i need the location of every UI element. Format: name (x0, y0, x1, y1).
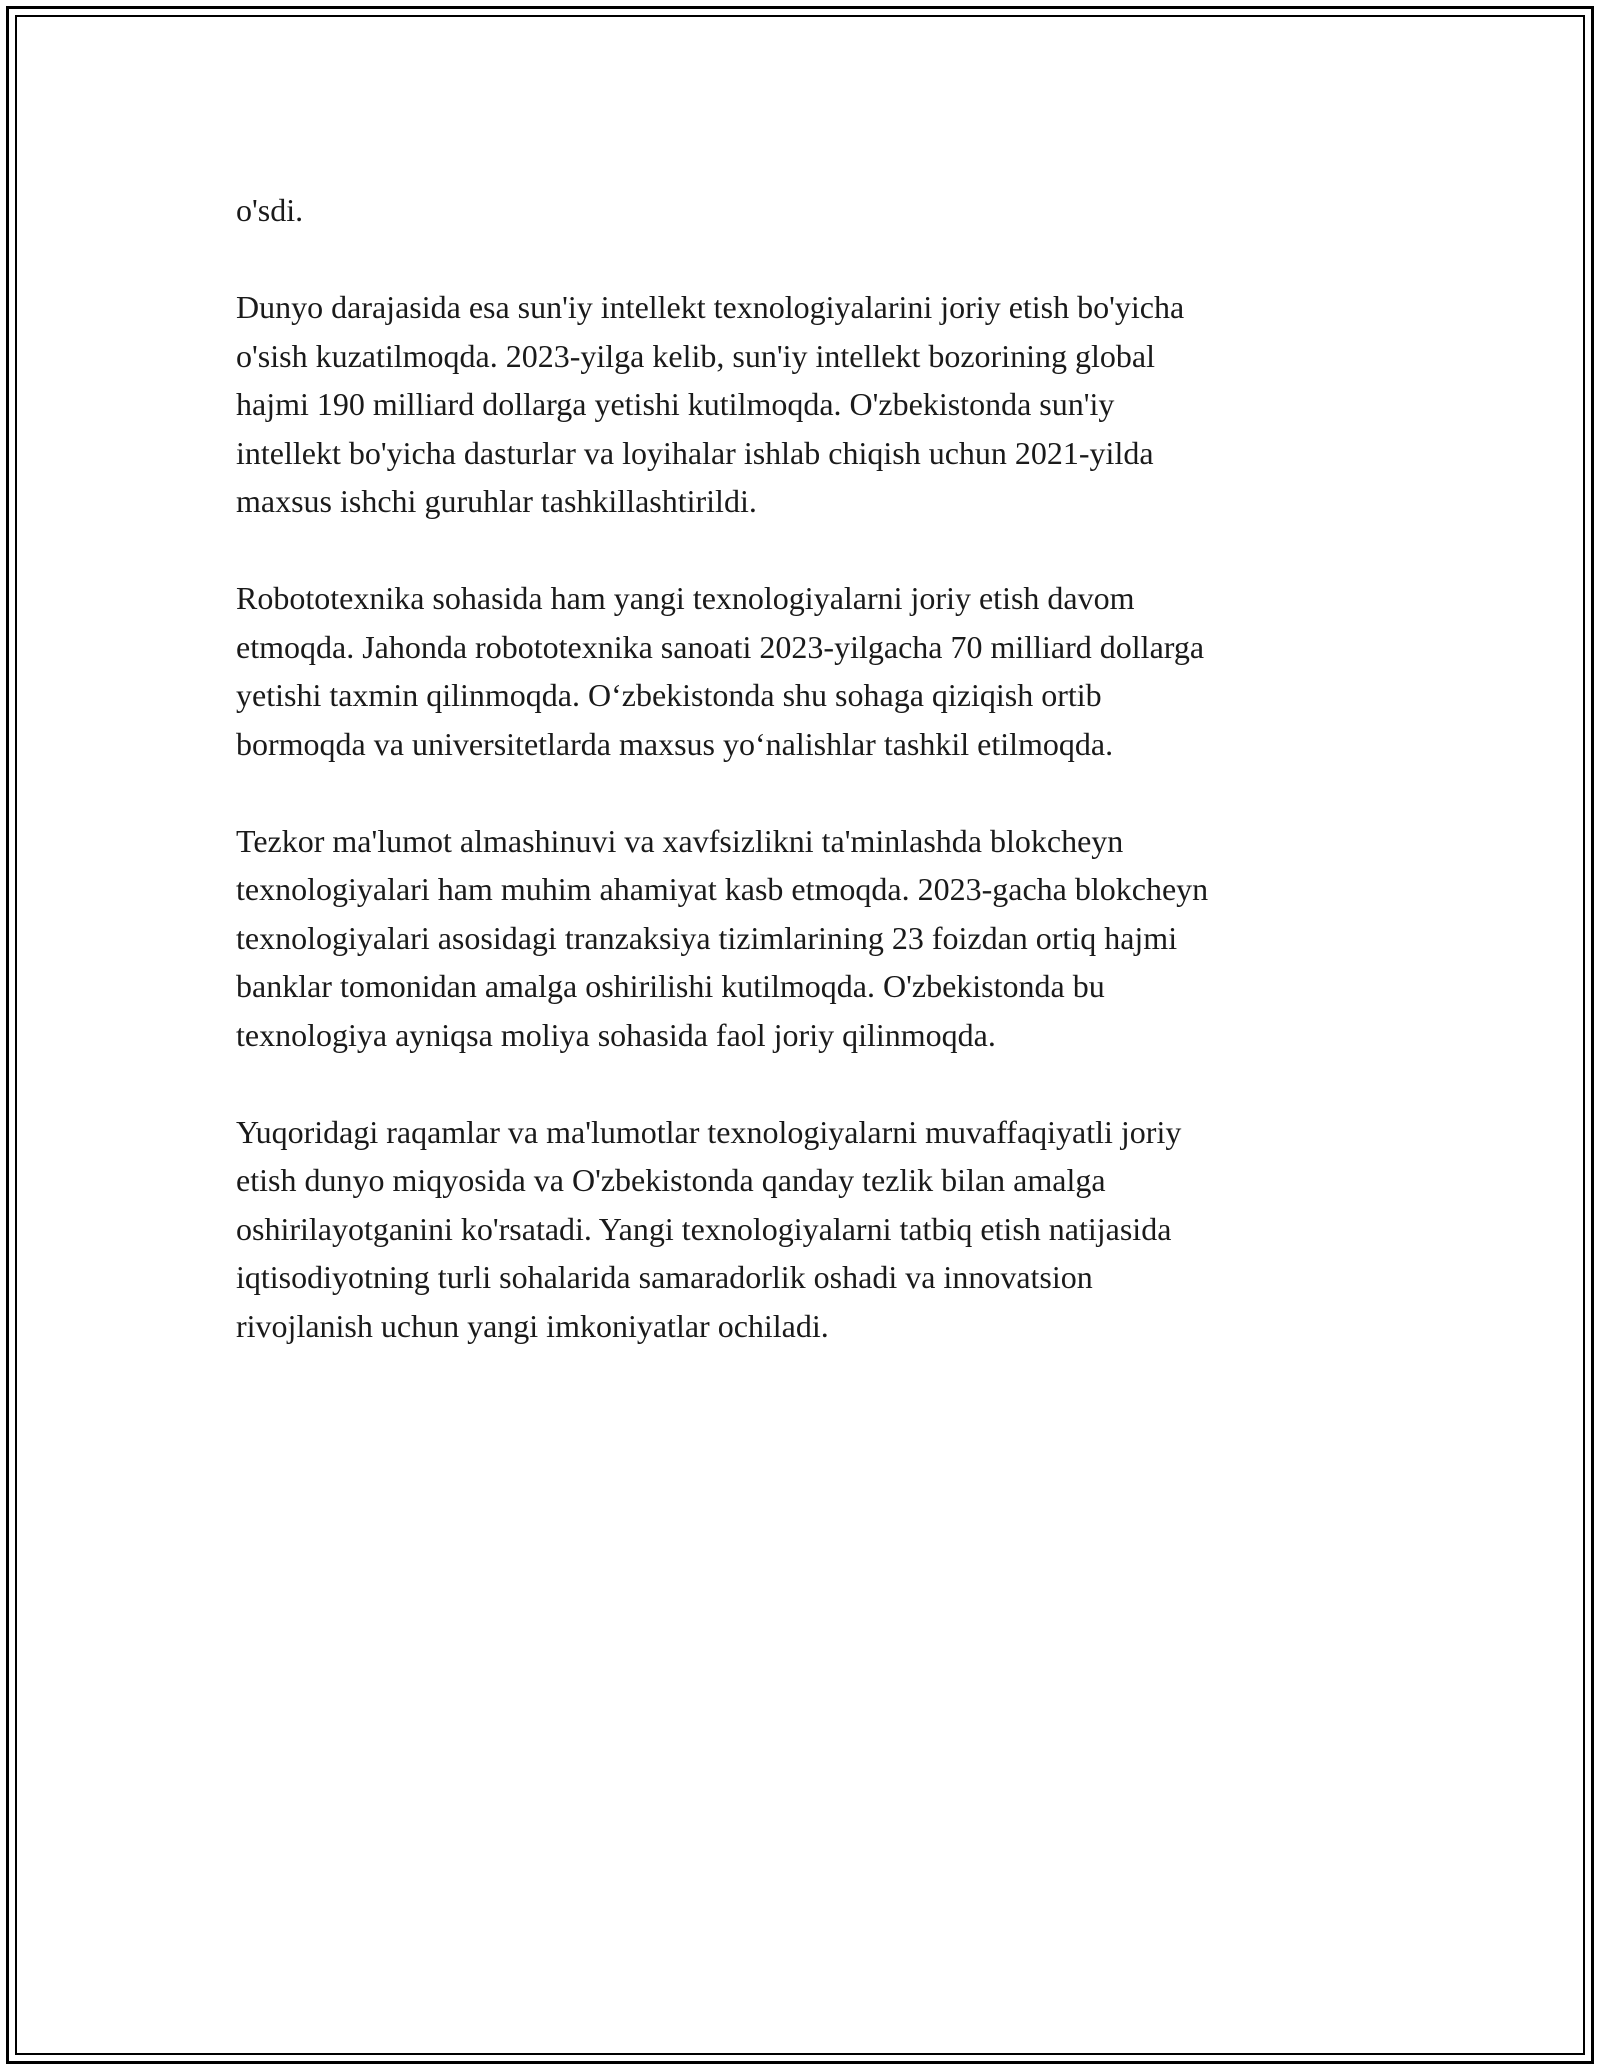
document-body (236, 186, 1366, 1399)
paragraph-robotics: Robototexnika sohasida ham yangi texnologiyalarni joriy etish davom etmoqda. Jahonda robototexnika sanoati 2023-yilgacha 70 milliard dollarga yetishi taxmin qilinmoqda. O‘zbekistonda shu sohaga qiziqish ortib bormoqda va universitetlarda maxsus yo‘nalishlar tashkil etilmoqda. (236, 580, 1205, 762)
paragraph-blockchain: Tezkor ma'lumot almashinuvi va xavfsizlikni ta'minlashda blokcheyn texnologiyalari ham muhim ahamiyat kasb etmoqda. 2023-gacha blokcheyn texnologiyalari asosidagi tranzaksiya tizimlarining 23 foizdan ortiq hajmi banklar tomonidan amalga oshirilishi kutilmoqda. O'zbekistonda bu texnologiya ayniqsa moliya sohasida faol joriy qilinmoqda. (236, 822, 1209, 1053)
paragraph-conclusion: Yuqoridagi raqamlar va ma'lumotlar texnologiyalarni muvaffaqiyatli joriy etish dunyo miqyosida va O'zbekistonda qanday tezlik bilan amalga oshirilayotganini ko'rsatadi. Yangi texnologiyalarni tatbiq etish natijasida iqtisodiyotning turli sohalarida samaradorlik oshadi va innovatsion rivojlanish uchun yangi imkoniyatlar ochiladi. (236, 1113, 1182, 1344)
paragraph-continuation: o'sdi. (236, 192, 304, 228)
paragraph-artificial-intelligence: Dunyo darajasida esa sun'iy intellekt texnologiyalarini joriy etish bo'yicha o'sish kuzatilmoqda. 2023-yilga kelib, sun'iy intellekt bozorining global hajmi 190 milliard dollarga yetishi kutilmoqda. O'zbekistonda sun'iy intellekt bo'yicha dasturlar va loyihalar ishlab chiqish uchun 2021-yilda maxsus ishchi guruhlar tashkillashtirildi. (236, 289, 1185, 519)
